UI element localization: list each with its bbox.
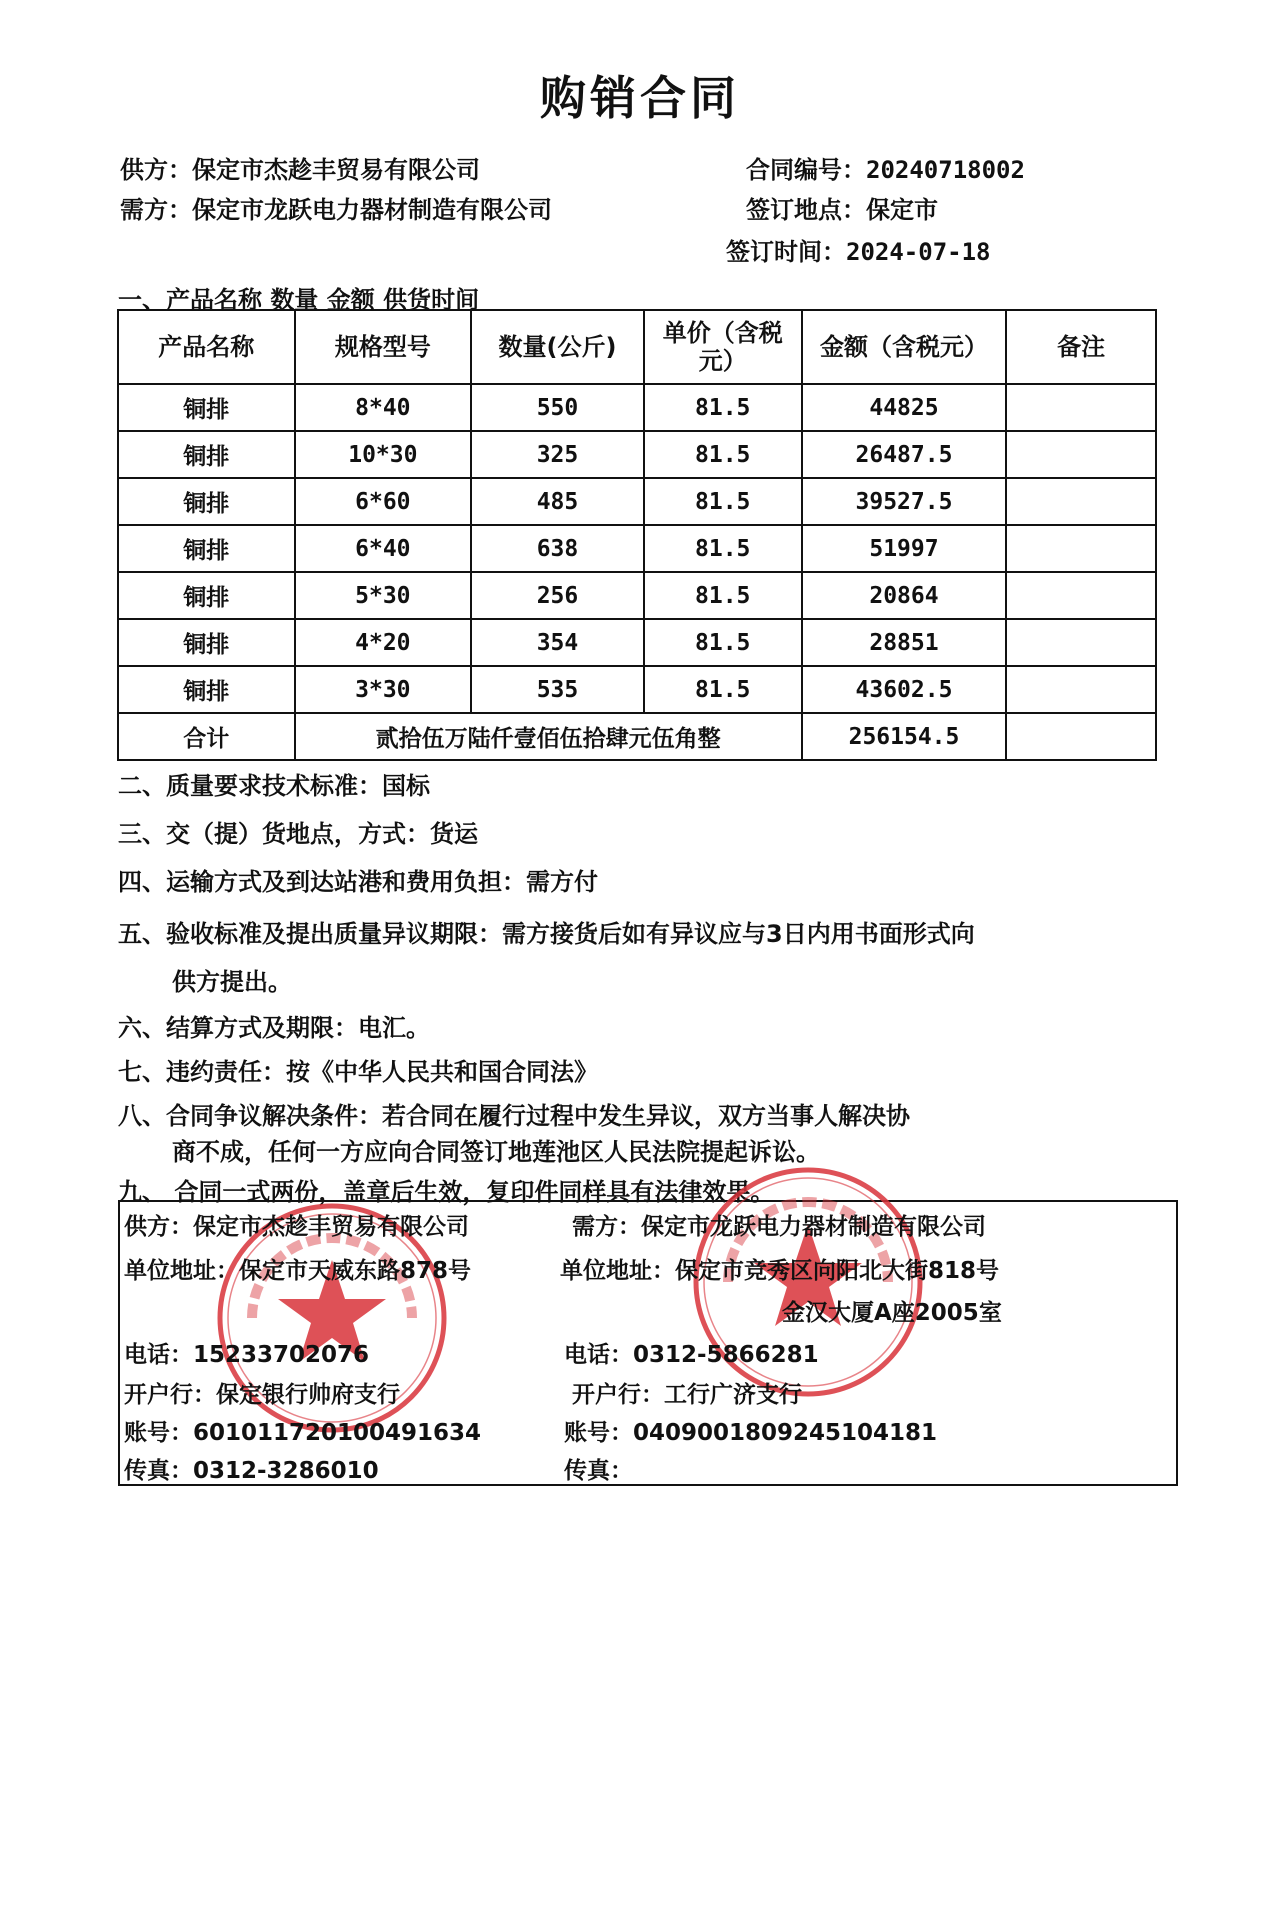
contract-number-value: 20240718002 — [866, 156, 1025, 184]
clause-5-line-1: 五、验收标准及提出质量异议期限：需方接货后如有异议应与3日内用书面形式向 — [118, 920, 975, 948]
cell-product: 铜排 — [118, 525, 295, 572]
clause-4: 四、运输方式及到达站港和费用负担：需方付 — [118, 868, 598, 896]
clause-2: 二、质量要求技术标准：国标 — [118, 772, 430, 800]
cell-price: 81.5 — [644, 572, 802, 619]
contract-number-label: 合同编号： — [746, 156, 866, 184]
col-header-amount: 金额（含税元） — [802, 310, 1007, 384]
cell-amount: 39527.5 — [802, 478, 1007, 525]
sign-time — [726, 232, 991, 267]
cell-note — [1006, 572, 1156, 619]
cell-product: 铜排 — [118, 431, 295, 478]
cell-qty: 256 — [471, 572, 644, 619]
total-label: 合计 — [118, 713, 295, 760]
clause-8-line-1: 八、合同争议解决条件：若合同在履行过程中发生异议，双方当事人解决协 — [118, 1102, 910, 1130]
buyer-bank: 开户行：工行广济支行 — [572, 1382, 802, 1408]
cell-price: 81.5 — [644, 525, 802, 572]
cell-price: 81.5 — [644, 384, 802, 431]
cell-spec: 6*40 — [295, 525, 472, 572]
col-header-price — [644, 310, 802, 384]
cell-spec: 4*20 — [295, 619, 472, 666]
clause-9: 九、 合同一式两份，盖章后生效，复印件同样具有法律效果。 — [118, 1178, 775, 1206]
cell-price: 81.5 — [644, 478, 802, 525]
col-header-product: 产品名称 — [118, 310, 295, 384]
sign-time-value: 2024-07-18 — [846, 238, 991, 266]
table-row — [118, 384, 1156, 431]
cell-qty: 485 — [471, 478, 644, 525]
total-in-words: 贰拾伍万陆仟壹佰伍拾肆元伍角整 — [295, 713, 802, 760]
cell-note — [1006, 478, 1156, 525]
cell-spec: 3*30 — [295, 666, 472, 713]
sign-time-label: 签订时间： — [726, 238, 846, 266]
cell-qty: 325 — [471, 431, 644, 478]
cell-price: 81.5 — [644, 619, 802, 666]
buyer-account: 账号：0409001809245104181 — [564, 1420, 938, 1446]
table-row — [118, 525, 1156, 572]
cell-product: 铜排 — [118, 666, 295, 713]
contract-number — [746, 150, 1025, 185]
seller-phone: 电话：15233702076 — [124, 1342, 370, 1368]
cell-spec: 8*40 — [295, 384, 472, 431]
cell-note — [1006, 384, 1156, 431]
buyer-name: 需方：保定市龙跃电力器材制造有限公司 — [572, 1214, 986, 1240]
col-header-qty: 数量(公斤) — [471, 310, 644, 384]
table-row — [118, 478, 1156, 525]
cell-note — [1006, 619, 1156, 666]
table-row — [118, 431, 1156, 478]
cell-amount: 44825 — [802, 384, 1007, 431]
col-header-price-text: 单价（含税元） — [662, 319, 783, 375]
buyer-address: 单位地址：保定市竞秀区向阳北大街818号 — [560, 1258, 1000, 1284]
table-row — [118, 666, 1156, 713]
document-title: 购销合同 — [540, 71, 740, 125]
cell-note — [1006, 525, 1156, 572]
col-header-note: 备注 — [1006, 310, 1156, 384]
clause-7: 七、违约责任：按《中华人民共和国合同法》 — [118, 1058, 598, 1086]
buyer-header: 需方：保定市龙跃电力器材制造有限公司 — [120, 196, 552, 224]
cell-note — [1006, 431, 1156, 478]
table-header-row — [118, 310, 1156, 384]
total-amount: 256154.5 — [802, 713, 1007, 760]
clause-8-line-2: 商不成，任何一方应向合同签订地莲池区人民法院提起诉讼。 — [172, 1138, 820, 1166]
seller-address: 单位地址：保定市天威东路878号 — [124, 1258, 472, 1284]
buyer-fax: 传真： — [564, 1458, 633, 1484]
seller-bank: 开户行：保定银行帅府支行 — [124, 1382, 400, 1408]
cell-amount: 43602.5 — [802, 666, 1007, 713]
cell-product: 铜排 — [118, 572, 295, 619]
buyer-phone: 电话：0312-5866281 — [564, 1342, 819, 1368]
table-row — [118, 619, 1156, 666]
cell-product: 铜排 — [118, 478, 295, 525]
seller-header: 供方：保定市杰趁丰贸易有限公司 — [120, 156, 480, 184]
cell-product: 铜排 — [118, 619, 295, 666]
section-1-title: 一、产品名称 数量 金额 供货时间 — [118, 286, 480, 314]
cell-price: 81.5 — [644, 666, 802, 713]
cell-qty: 550 — [471, 384, 644, 431]
cell-qty: 354 — [471, 619, 644, 666]
cell-product: 铜排 — [118, 384, 295, 431]
total-note — [1006, 713, 1156, 760]
buyer-address-line-2: 金汉大厦A座2005室 — [782, 1300, 1002, 1326]
seller-account: 账号：601011720100491634 — [124, 1420, 482, 1446]
product-table — [117, 309, 1157, 761]
clause-3: 三、交（提）货地点，方式：货运 — [118, 820, 478, 848]
sign-place: 签订地点：保定市 — [746, 196, 938, 224]
col-header-spec: 规格型号 — [295, 310, 472, 384]
cell-spec: 6*60 — [295, 478, 472, 525]
table-row — [118, 572, 1156, 619]
cell-qty: 638 — [471, 525, 644, 572]
cell-note — [1006, 666, 1156, 713]
cell-price: 81.5 — [644, 431, 802, 478]
clause-6: 六、结算方式及期限：电汇。 — [118, 1014, 430, 1042]
cell-qty: 535 — [471, 666, 644, 713]
cell-amount: 20864 — [802, 572, 1007, 619]
seller-fax: 传真：0312-3286010 — [124, 1458, 379, 1484]
cell-amount: 28851 — [802, 619, 1007, 666]
cell-spec: 10*30 — [295, 431, 472, 478]
total-row — [118, 713, 1156, 760]
cell-spec: 5*30 — [295, 572, 472, 619]
seller-name: 供方：保定市杰趁丰贸易有限公司 — [124, 1214, 469, 1240]
cell-amount: 51997 — [802, 525, 1007, 572]
cell-amount: 26487.5 — [802, 431, 1007, 478]
clause-5-line-2: 供方提出。 — [172, 968, 292, 996]
